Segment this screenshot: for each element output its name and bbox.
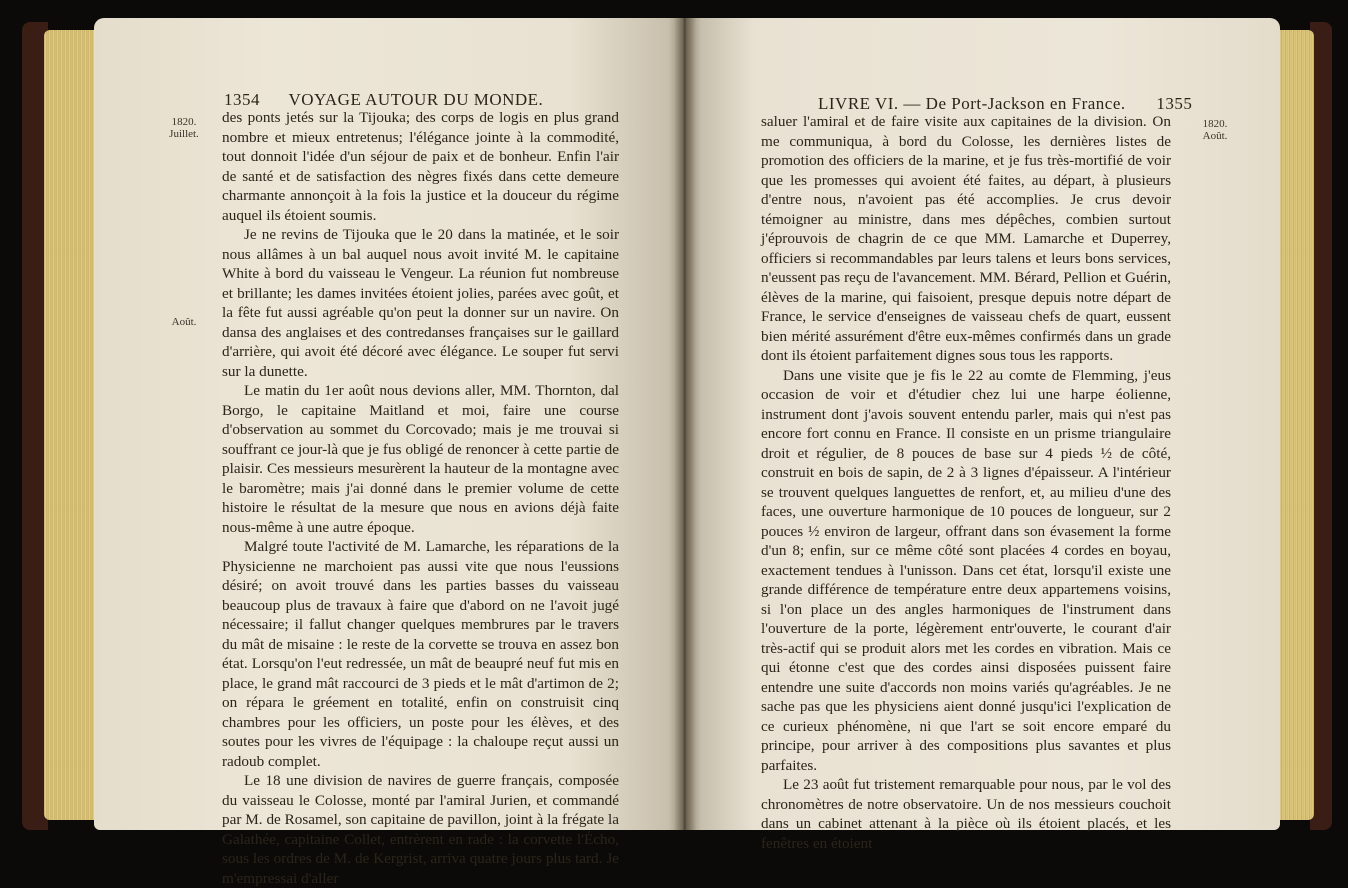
right-body-text [761, 112, 1171, 853]
left-body-text [222, 108, 619, 888]
right-page-edges [1276, 30, 1314, 820]
left-page [94, 18, 686, 887]
right-page [683, 18, 1280, 852]
paragraph: Dans une visite que je fis le 22 au comte de Flemming, j'eus occasion de voir et d'étudier chez lui une harpe éolienne, instrument dont j'avois souvent entendu parler, mais qui n'est pas encore fort connu en France. Il consiste en un prisme triangulaire droit et régulier, de 8 pouces de base sur 4 pieds ½ de côté, construit en bois de sapin, de 2 à 3 lignes d'épaisseur. A l'intérieur se trouvent quelques languettes de renfort, et, au milieu d'une des faces, une ouverture harmonique de 10 pouces de longueur, sur 2 pouces ½ environ de largeur, offrant dans son évasement la forme d'un 8; enfin, sur ce même côté sont placées 4 cordes en boyau, exactement tendues à l'unisson. Dans cet état, lorsqu'il existe une grande différence de température entre deux appartemens voisins, si l'on place un des angles harmoniques de l'instrument dans l'ouverture de la porte, légèrement entr'ouverte, le courant d'air très-actif qui se produit alors met les cordes en vibration. Mais ce qui étonne c'est que des cordes ainsi disposées puissent faire entendre une suite d'accords non moins variés qu'agréables. Je ne sache pas que les physiciens aient donné jusqu'ici l'explication de ce curieux phénomène, ni que l'art se soit encore emparé du principe, pour arriver à des compositions plus savantes et plus parfaites. [761, 366, 1171, 774]
paragraph: des ponts jetés sur la Tijouka; des corps de logis en plus grand nombre et mieux entretenus; l'élégance jointe à la commodité, tout donnoit l'idée d'un séjour de paix et de bonheur. Enfin l'air de santé et de satisfaction des nègres fixés dans cette demeure charmante annonçoit à la fois la justice et la douceur du régime auquel ils étoient soumis. [222, 109, 619, 224]
paragraph: Malgré toute l'activité de M. Lamarche, les réparations de la Physicienne ne marchoient pas aussi vite que nous l'eussions désiré; on avoit trouvé dans les parties basses du vaisseau beaucoup plus de travaux à faire que d'abord on ne l'avoit jugé nécessaire; il fallut changer quelques membrures par le travers du mât de misaine : le reste de la corvette se trouva en assez bon état. Lorsqu'on l'eut redressée, un mât de beaupré neuf fut mis en place, le grand mât raccourci de 3 pieds et le mât d'artimon de 2; on répara le gréement en totalité, enfin on construisit cinq chambres pour les officiers, un poste pour les élèves, et des soutes pour les vivres de l'équipage : la chaloupe reçut aussi un radoub complet. [222, 538, 619, 770]
paragraph: Le matin du 1er août nous devions aller, MM. Thornton, dal Borgo, le capitaine Maitland et moi, faire une course d'observation au sommet du Corcovado; mais je me trouvai si souffrant ce jour-là que je fus obligé de renoncer à cette partie de plaisir. Ces messieurs mesurèrent la hauteur de la montagne avec le baromètre; mais j'ai donné dans le premier volume de cette histoire le résultat de la mesure que nous en avions déjà faite nous-même à une autre époque. [222, 382, 619, 536]
running-title: LIVRE VI. — De Port-Jackson en France. [818, 94, 1126, 113]
margin-year: 1820. [1202, 118, 1228, 130]
paragraph: saluer l'amiral et de faire visite aux capitaines de la division. On me communiqua, à bord du Colosse, les dernières listes de promotion des officiers de la marine, et je fus très-mortifié de voir que les promesses qui avoient été faites, au départ, à plusieurs d'entre nous, n'avoient pas été accomplies. Je crus devoir témoigner au ministre, dans mes dépêches, combien surtout j'éprouvois de chagrin de ce que MM. Lamarche et Duperrey, officiers si recommandables par leurs talens et leurs bons services, n'eussent pas reçu de l'avancement. MM. Bérard, Pellion et Guérin, élèves de la marine, qui faisoient, presque depuis notre départ de France, le service d'enseignes de vaisseau chefs de quart, eussent bien mérité assurément d'être eux-mêmes confirmés dans un grade dont ils étoient parfaitement dignes sous tous les rapports. [761, 113, 1171, 364]
page-number: 1355 [1156, 94, 1193, 113]
margin-date-note [166, 116, 202, 140]
margin-month-note [166, 316, 202, 328]
margin-month: Juillet. [169, 128, 199, 140]
paragraph: Je ne revins de Tijouka que le 20 dans la matinée, et le soir nous allâmes à un bal auquel nous avoit invité M. le capitaine White à bord du vaisseau le Vengeur. La réunion fut nombreuse et brillante; les dames invitées étoient jolies, parées avec goût, et la fête fut aussi agréable qu'on peut la donner sur un navire. On dansa des anglaises et des contredanses françaises sur le gaillard d'arrière, qui avoit été décoré avec élégance. Le souper fut servi sur la dunette. [222, 226, 619, 380]
paragraph: Le 18 une division de navires de guerre français, composée du vaisseau le Colosse, monté par l'amiral Jurien, et commandé par M. de Rosamel, son capitaine de pavillon, joint à la frégate la Galathée, capitaine Collet, entrèrent en rade : la corvette l'Écho, sous les ordres de M. de Kergrist, arriva quatre jours plus tard. Je m'empressai d'aller [222, 772, 619, 887]
margin-date-note [1197, 118, 1233, 142]
paragraph: Le 23 août fut tristement remarquable pour nous, par le vol des chronomètres de notre observatoire. Un de nos messieurs couchoit dans un cabinet attenant à la pièce où ils étoient placés, et les fenêtres en étoient [761, 776, 1171, 852]
margin-month: Août. [171, 316, 197, 328]
left-page-header [224, 90, 543, 110]
page-number: 1354 [224, 90, 260, 109]
margin-year: 1820. [171, 116, 197, 128]
book-gutter [674, 18, 696, 830]
running-title: VOYAGE AUTOUR DU MONDE. [288, 90, 544, 109]
right-page-header [818, 94, 1192, 114]
margin-month: Août. [1202, 130, 1228, 142]
